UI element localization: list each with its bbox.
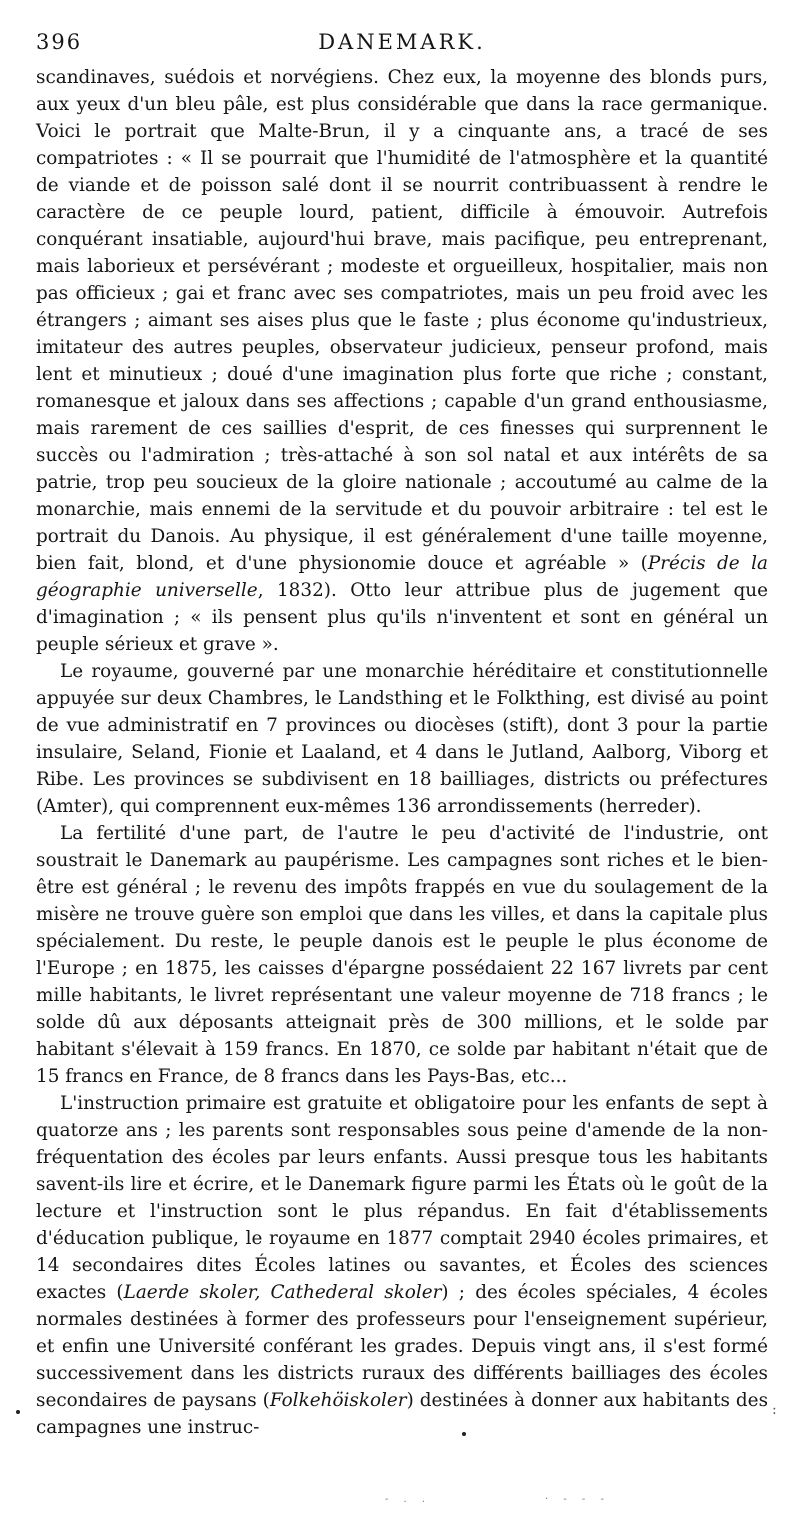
italic-book-title: Précis de la géographie universelle [36,553,768,601]
body-text [36,64,768,1441]
scan-speck [462,1432,466,1436]
scan-speck [16,1410,20,1414]
paragraph-economie [36,820,768,1090]
italic-school-name: Folkehöiskoler [269,1390,407,1411]
scan-speck: · - - - [545,1494,610,1505]
paragraph-administration [36,658,768,820]
book-page [36,30,768,1441]
text-segment: La fertilité d'une part, de l'autre le peu d'activité de l'industrie, ont soustrait le Danemark au paupérisme. Les campagnes sont riches et le bien-être est général ; le revenu des impôts frappés en vue du soulagement de la misère ne trouve guère son emploi que dans les villes, et dans la capitale plus spécialement. Du reste, le peuple danois est le peuple le plus économe de l'Europe ; en 1875, les caisses d'épargne possédaient 22 167 livrets par cent mille habitants, le livret représentant une valeur moyenne de 718 francs ; le solde dû aux déposants atteignait près de 300 millions, et le solde par habitant s'élevait à 159 francs. En 1870, ce solde par habitant n'était que de 15 francs en France, de 8 francs dans les Pays-Bas, etc... [36,823,768,1087]
paragraph-portrait-danois [36,64,768,658]
page-number: 396 [36,30,83,54]
scan-speck: - . . [385,1494,432,1505]
text-segment: ) destinées à donner aux habitants des campagnes une instruc- [36,1390,769,1438]
running-title: DANEMARK. [318,30,486,54]
text-segment: scandinaves, suédois et norvégiens. Chez eux, la moyenne des blonds purs, aux yeux d'un bleu pâle, est plus considérable que dans la race germanique. Voici le portrait que Malte-Brun, il y a cinquante ans, a tracé de ses compatriotes : « Il se pourrait que l'humidité de l'atmosphère et la quantité de viande et de poisson salé dont il se nourrit contribuassent à rendre le caractère de ce peuple lourd, patient, difficile à émouvoir. Autrefois conquérant insatiable, aujourd'hui brave, mais pacifique, peu entreprenant, mais laborieux et persévérant ; modeste et orgueilleux, hospitalier, mais non pas officieux ; gai et franc avec ses compatriotes, mais un peu froid avec les étrangers ; aimant ses aises plus que le faste ; plus économe qu'industrieux, imitateur des autres peuples, observateur judicieux, penseur profond, mais lent et minutieux ; doué d'une imagination plus forte que riche ; constant, romanesque et jaloux dans ses affections ; capable d'un grand enthousiasme, mais rarement de ces saillies d'esprit, de ces finesses qui surprennent le succès ou l'admiration ; très-attaché à son sol natal et aux intérêts de sa patrie, trop peu soucieux de la gloire nationale ; accoutumé au calme de la monarchie, mais ennemi de la servitude et du pouvoir arbitraire : tel est le portrait du Danois. Au physique, il est généralement d'une taille moyenne, bien fait, blond, et d'une physionomie douce et agréable » ( [36,67,768,574]
paragraph-instruction [36,1090,768,1441]
text-segment: Le royaume, gouverné par une monarchie héréditaire et constitutionnelle appuyée sur deux Chambres, le Landsthing et le Folkthing, est divisé au point de vue administratif en 7 provinces ou diocèses (stift), dont 3 pour la partie insulaire, Seland, Fionie et Laaland, et 4 dans le Jutland, Aalborg, Viborg et Ribe. Les provinces se subdivisent en 18 bailliages, districts ou préfectures (Amter), qui comprennent eux-mêmes 136 arrondissements (herreder). [36,661,768,817]
text-segment: L'instruction primaire est gratuite et obligatoire pour les enfants de sept à quatorze ans ; les parents sont responsables sous peine d'amende de la non-fréquentation des écoles par leurs enfants. Aussi presque tous les habitants savent-ils lire et écrire, et le Danemark figure parmi les États où le goût de la lecture et l'instruction sont le plus répandus. En fait d'établissements d'éducation publique, le royaume en 1877 comptait 2940 écoles primaires, et 14 secondaires dites Écoles latines ou savantes, et Écoles des sciences exactes ( [36,1093,768,1303]
text-segment: ) ; des écoles spéciales, 4 écoles normales destinées à former des professeurs pour l'enseignement supérieur, et enfin une Université conférant les grades. Depuis vingt ans, il s'est formé successivement dans les districts ruraux des différents bailliages des écoles secondaires de paysans ( [36,1282,768,1411]
scan-speck: : [772,1402,777,1418]
text-segment: , 1832). Otto leur attribue plus de jugement que d'imagination ; « ils pensent plus qu'ils n'inventent et sont en général un peuple sérieux et grave ». [36,580,768,655]
italic-school-names: Laerde skoler, Cathederal skoler [123,1282,442,1303]
page-header [36,30,768,64]
